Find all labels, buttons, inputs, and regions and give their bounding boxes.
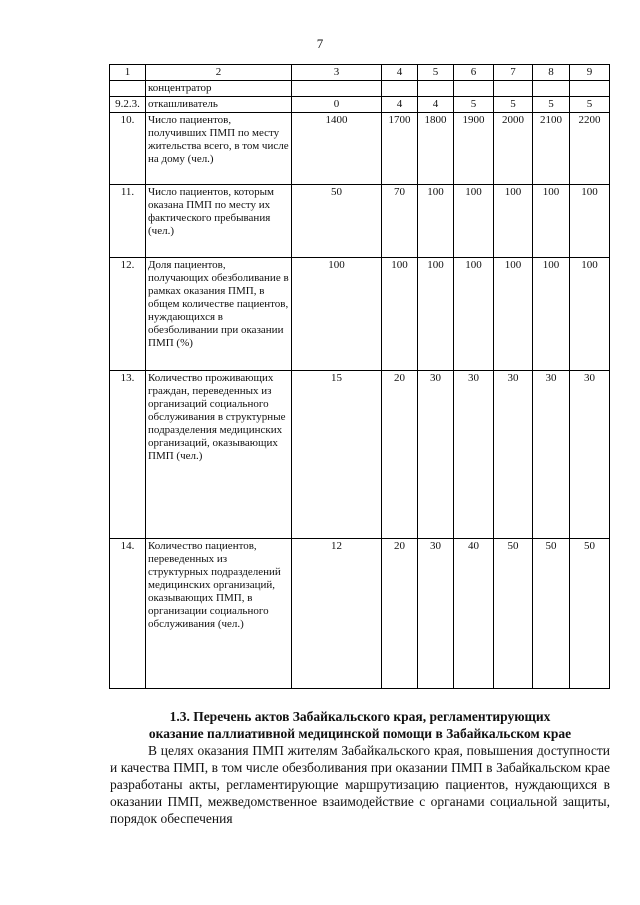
cell-value: 100 — [418, 185, 454, 258]
cell-value — [494, 81, 533, 97]
cell-value: 5 — [494, 97, 533, 113]
cell-value: 30 — [454, 371, 494, 539]
table-header-row — [110, 65, 610, 81]
cell-value: 100 — [570, 185, 610, 258]
cell-value: 20 — [382, 371, 418, 539]
cell-value: 100 — [418, 258, 454, 371]
cell-value: 20 — [382, 539, 418, 689]
cell-value: 30 — [494, 371, 533, 539]
row-label: Количество пациентов, переведенных из структурных подразделений медицинских организаций, оказывающих ПМП, в организации социального обслуживания (чел.) — [146, 539, 292, 689]
section-heading-line: оказание паллиативной медицинской помощи в Забайкальском крае — [148, 726, 572, 741]
cell-value: 4 — [382, 97, 418, 113]
cell-value: 50 — [533, 539, 570, 689]
row-label: Число пациентов, получивших ПМП по месту жительства всего, в том числе на дому (чел.) — [146, 113, 292, 185]
col-header: 4 — [382, 65, 418, 81]
cell-value: 2200 — [570, 113, 610, 185]
row-number: 14. — [110, 539, 146, 689]
cell-value: 12 — [292, 539, 382, 689]
cell-value: 70 — [382, 185, 418, 258]
table-row — [110, 81, 610, 97]
section-heading-line: 1.3. Перечень актов Забайкальского края, регламентирующих — [169, 709, 551, 724]
row-number: 9.2.3. — [110, 97, 146, 113]
row-label: Число пациентов, которым оказана ПМП по месту их фактического пребывания (чел.) — [146, 185, 292, 258]
cell-value: 2100 — [533, 113, 570, 185]
cell-value: 1700 — [382, 113, 418, 185]
cell-value: 100 — [494, 258, 533, 371]
table-row — [110, 185, 610, 258]
body-paragraph: В целях оказания ПМП жителям Забайкальского края, повышения доступности и качества ПМП, в том числе обезболивания при оказании ПМП в Забайкальском крае разработаны акты, регламентирующие маршрутизацию пациентов, нуждающихся в оказании ПМП, межведомственное взаимодействие с органами социальной защиты, порядок обеспечения — [110, 743, 610, 826]
section-heading — [110, 708, 610, 742]
cell-value: 4 — [418, 97, 454, 113]
cell-value: 5 — [570, 97, 610, 113]
row-label: концентратор — [146, 81, 292, 97]
cell-value: 100 — [533, 258, 570, 371]
cell-value: 1900 — [454, 113, 494, 185]
col-header: 7 — [494, 65, 533, 81]
cell-value: 30 — [418, 539, 454, 689]
col-header: 6 — [454, 65, 494, 81]
cell-value — [454, 81, 494, 97]
cell-value: 5 — [454, 97, 494, 113]
row-number: 10. — [110, 113, 146, 185]
row-label: откашливатель — [146, 97, 292, 113]
page-number: 7 — [316, 36, 324, 51]
table-row — [110, 258, 610, 371]
cell-value: 0 — [292, 97, 382, 113]
cell-value: 2000 — [494, 113, 533, 185]
cell-value: 100 — [570, 258, 610, 371]
col-header: 9 — [570, 65, 610, 81]
col-header: 1 — [110, 65, 146, 81]
cell-value: 100 — [454, 258, 494, 371]
row-number: 11. — [110, 185, 146, 258]
cell-value: 1400 — [292, 113, 382, 185]
cell-value: 1800 — [418, 113, 454, 185]
col-header: 2 — [146, 65, 292, 81]
cell-value — [292, 81, 382, 97]
cell-value: 100 — [382, 258, 418, 371]
table-row — [110, 97, 610, 113]
row-number: 13. — [110, 371, 146, 539]
col-header: 3 — [292, 65, 382, 81]
cell-value: 30 — [570, 371, 610, 539]
cell-value — [382, 81, 418, 97]
indicators-table — [109, 64, 610, 689]
col-header: 5 — [418, 65, 454, 81]
cell-value: 100 — [533, 185, 570, 258]
table-row — [110, 113, 610, 185]
table-row — [110, 539, 610, 689]
cell-value — [418, 81, 454, 97]
cell-value: 40 — [454, 539, 494, 689]
row-number: 12. — [110, 258, 146, 371]
col-header: 8 — [533, 65, 570, 81]
cell-value: 30 — [533, 371, 570, 539]
row-label: Количество проживающих граждан, переведенных из организаций социального обслуживания в структурные подразделения медицинских организаций, оказывающих ПМП (чел.) — [146, 371, 292, 539]
cell-value: 100 — [494, 185, 533, 258]
cell-value: 50 — [494, 539, 533, 689]
cell-value: 100 — [292, 258, 382, 371]
cell-value: 100 — [454, 185, 494, 258]
cell-value: 15 — [292, 371, 382, 539]
row-label: Доля пациентов, получающих обезболивание в рамках оказания ПМП, в общем количестве пациентов, нуждающихся в обезболивании при оказании ПМП (%) — [146, 258, 292, 371]
cell-value: 30 — [418, 371, 454, 539]
cell-value: 50 — [570, 539, 610, 689]
row-number — [110, 81, 146, 97]
cell-value: 5 — [533, 97, 570, 113]
cell-value — [570, 81, 610, 97]
cell-value: 50 — [292, 185, 382, 258]
cell-value — [533, 81, 570, 97]
table-row — [110, 371, 610, 539]
